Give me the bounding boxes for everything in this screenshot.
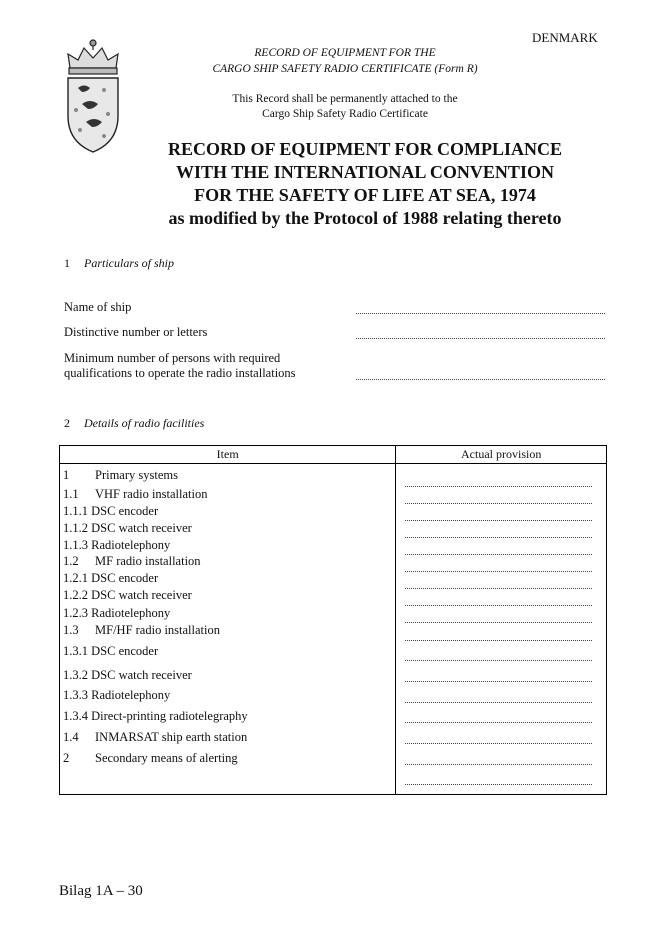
field-label-ship-name: Name of ship [64, 300, 132, 314]
field-label-min-persons-line1: Minimum number of persons with required [64, 351, 281, 365]
record-title-line1: RECORD OF EQUIPMENT FOR THE [254, 47, 436, 59]
table-row [63, 668, 192, 683]
row-label: INMARSAT ship earth station [95, 730, 248, 744]
radio-facilities-table [59, 445, 607, 795]
col-header-item: Item [60, 446, 396, 464]
main-title-line4: as modified by the Protocol of 1988 relating thereto [168, 208, 562, 228]
row-number: 1.1 [63, 487, 79, 501]
row-number: 1.3.1 [63, 644, 88, 658]
table-row [63, 709, 248, 724]
provision-column [396, 464, 607, 795]
attach-note-line1: This Record shall be permanently attached to the [232, 93, 458, 105]
section1-number: 1 [64, 256, 70, 270]
provision-field[interactable] [405, 520, 592, 521]
provision-field[interactable] [405, 764, 592, 765]
row-label: MF radio installation [95, 554, 201, 568]
provision-field[interactable] [405, 702, 592, 703]
table-row [63, 751, 238, 766]
attach-note-line2: Cargo Ship Safety Radio Certificate [262, 108, 428, 120]
row-label: Radiotelephony [91, 538, 171, 552]
row-number: 1.1.1 [63, 504, 88, 518]
row-number: 2 [63, 751, 70, 765]
col-header-provision: Actual provision [396, 446, 607, 464]
table-row [63, 554, 201, 569]
row-label: Secondary means of alerting [95, 751, 238, 765]
row-label: DSC watch receiver [91, 668, 192, 682]
table-row [63, 504, 158, 519]
row-label: Direct-printing radiotelegraphy [91, 709, 248, 723]
section2-title: Details of radio facilities [84, 416, 205, 430]
table-row [63, 571, 158, 586]
table-row [63, 606, 170, 621]
row-label: DSC watch receiver [91, 588, 192, 602]
row-label: VHF radio installation [95, 487, 208, 501]
table-row [63, 644, 158, 659]
provision-field[interactable] [405, 784, 592, 785]
row-number: 1.4 [63, 730, 79, 744]
row-label: Radiotelephony [91, 606, 171, 620]
provision-field[interactable] [405, 486, 592, 487]
row-label: Primary systems [95, 468, 178, 482]
field-ship-name[interactable] [356, 312, 605, 314]
row-number: 1.3.4 [63, 709, 88, 723]
row-label: MF/HF radio installation [95, 623, 220, 637]
table-row [63, 538, 170, 553]
country-label: DENMARK [532, 30, 598, 45]
main-title-line2: WITH THE INTERNATIONAL CONVENTION [176, 162, 554, 182]
table-row [63, 468, 178, 483]
table-row [63, 623, 220, 638]
field-min-persons[interactable] [356, 378, 605, 380]
record-title-line2: CARGO SHIP SAFETY RADIO CERTIFICATE (Form R) [212, 63, 478, 75]
provision-field[interactable] [405, 743, 592, 744]
provision-field[interactable] [405, 722, 592, 723]
provision-field[interactable] [405, 503, 592, 504]
row-number: 1.2.2 [63, 588, 88, 602]
provision-field[interactable] [405, 537, 592, 538]
row-number: 1.1.3 [63, 538, 88, 552]
row-number: 1 [63, 468, 70, 482]
section2-heading [64, 416, 204, 431]
table-row [63, 487, 208, 502]
row-label: DSC encoder [91, 571, 159, 585]
row-label: DSC encoder [91, 644, 159, 658]
table-row [63, 588, 192, 603]
section1-heading [64, 256, 174, 271]
section1-title: Particulars of ship [84, 256, 175, 270]
table-row [63, 688, 170, 703]
items-column [60, 464, 396, 795]
field-label-min-persons-line2: qualifications to operate the radio installations [64, 366, 296, 380]
crest-icon [60, 38, 126, 154]
table-row [63, 521, 192, 536]
row-label: DSC encoder [91, 504, 159, 518]
provision-field[interactable] [405, 571, 592, 572]
provision-field[interactable] [405, 681, 592, 682]
row-label: DSC watch receiver [91, 521, 192, 535]
main-title-line3: FOR THE SAFETY OF LIFE AT SEA, 1974 [194, 185, 536, 205]
main-title-line1: RECORD OF EQUIPMENT FOR COMPLIANCE [167, 139, 562, 159]
row-number: 1.3 [63, 623, 79, 637]
section2-number: 2 [64, 416, 70, 430]
provision-field[interactable] [405, 640, 592, 641]
row-number: 1.2.3 [63, 606, 88, 620]
provision-field[interactable] [405, 588, 592, 589]
row-number: 1.2 [63, 554, 79, 568]
provision-field[interactable] [405, 622, 592, 623]
row-number: 1.3.3 [63, 688, 88, 702]
provision-field[interactable] [405, 660, 592, 661]
row-label: Radiotelephony [91, 688, 171, 702]
provision-field[interactable] [405, 605, 592, 606]
row-number: 1.1.2 [63, 521, 88, 535]
page-footer: Bilag 1A – 30 [59, 883, 143, 899]
table-row [63, 730, 247, 745]
row-number: 1.2.1 [63, 571, 88, 585]
row-number: 1.3.2 [63, 668, 88, 682]
field-distinctive[interactable] [356, 337, 605, 339]
provision-field[interactable] [405, 554, 592, 555]
field-label-distinctive: Distinctive number or letters [64, 325, 208, 339]
